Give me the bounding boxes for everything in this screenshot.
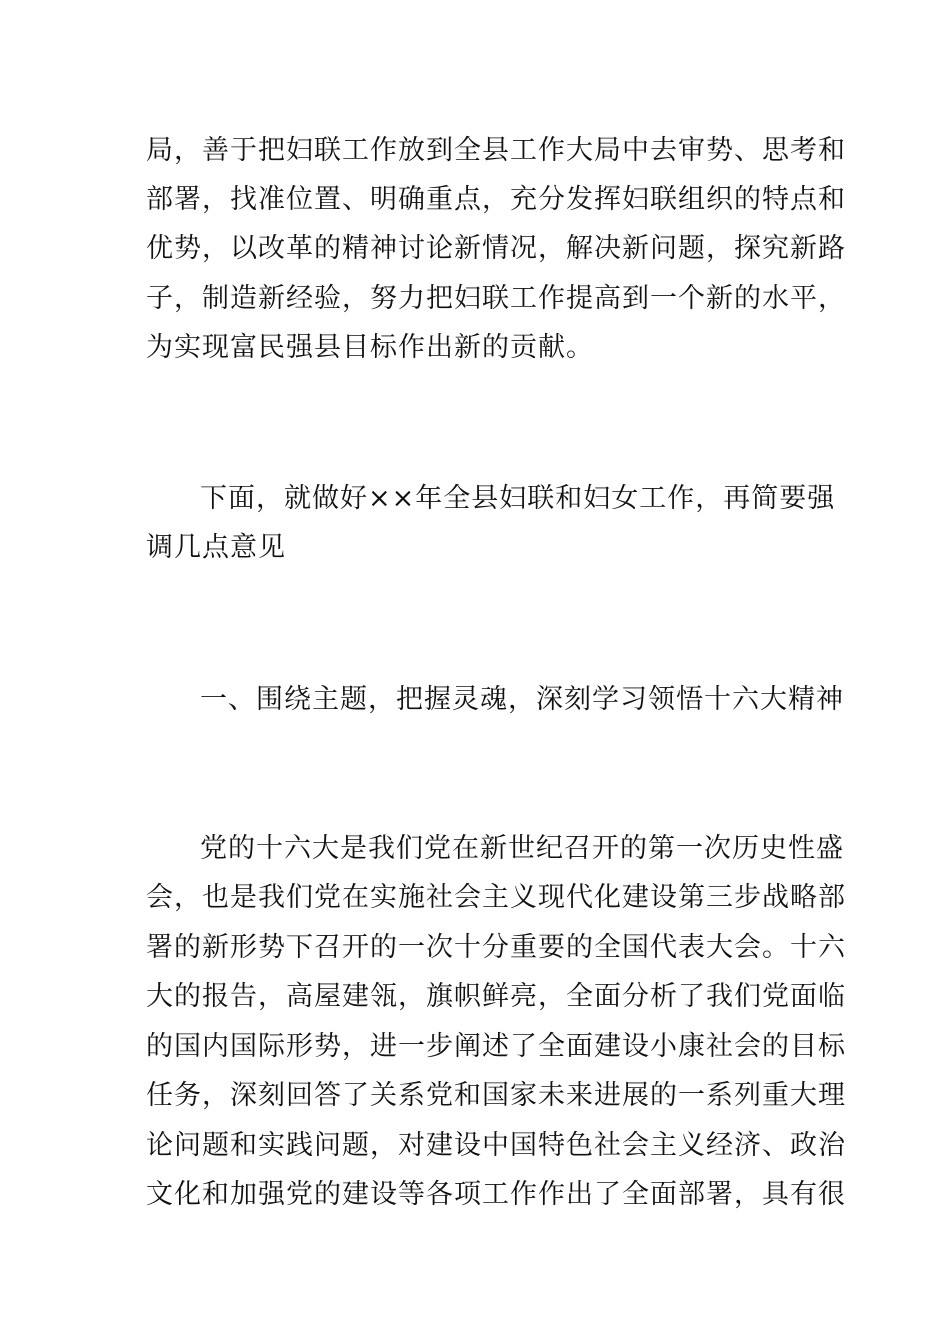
paragraph-line: 子，制造新经验，努力把妇联工作提高到一个新的水平， xyxy=(146,283,846,314)
paragraph-line: 论问题和实践问题，对建设中国特色社会主义经济、政治 xyxy=(146,1130,846,1161)
paragraph-line: 下面，就做好××年全县妇联和妇女工作，再简要强 xyxy=(200,483,836,514)
paragraph-line: 任务，深刻回答了关系党和国家未来进展的一系列重大理 xyxy=(146,1080,846,1111)
paragraph-line: 部署，找准位置、明确重点，充分发挥妇联组织的特点和 xyxy=(146,184,846,215)
paragraph-line: 局，善于把妇联工作放到全县工作大局中去审势、思考和 xyxy=(146,135,846,166)
paragraph-line: 的国内国际形势，进一步阐述了全面建设小康社会的目标 xyxy=(146,1031,846,1062)
section-heading: 一、围绕主题，把握灵魂，深刻学习领悟十六大精神 xyxy=(200,684,844,715)
paragraph-line: 为实现富民强县目标作出新的贡献。 xyxy=(146,332,594,363)
paragraph-line: 调几点意见 xyxy=(146,532,286,563)
paragraph-line: 署的新形势下召开的一次十分重要的全国代表大会。十六 xyxy=(146,932,846,963)
paragraph-line: 优势，以改革的精神讨论新情况，解决新问题，探究新路 xyxy=(146,233,846,264)
paragraph-line: 文化和加强党的建设等各项工作作出了全面部署，具有很 xyxy=(146,1179,846,1210)
paragraph-line: 会，也是我们党在实施社会主义现代化建设第三步战略部 xyxy=(146,882,846,913)
paragraph-line: 党的十六大是我们党在新世纪召开的第一次历史性盛 xyxy=(200,833,844,864)
paragraph-line: 大的报告，高屋建瓴，旗帜鲜亮，全面分析了我们党面临 xyxy=(146,981,846,1012)
